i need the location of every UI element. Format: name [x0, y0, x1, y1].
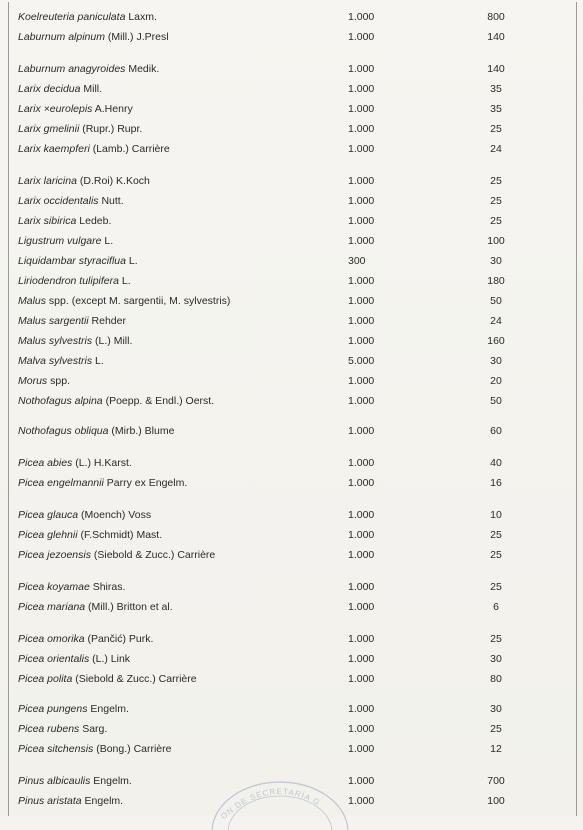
species-name: [18, 649, 130, 669]
species-name: [18, 719, 107, 739]
species-binomial: Liquidambar styraciflua: [18, 255, 126, 267]
value-cell: 50: [490, 395, 502, 407]
value-cell: 25: [490, 581, 502, 593]
table-row: [8, 59, 575, 79]
value-cell: 24: [490, 143, 502, 155]
table-row: [8, 371, 575, 391]
value-cell: 30: [490, 255, 502, 267]
table-row: [8, 291, 575, 311]
table-row: [8, 525, 575, 545]
species-name: [18, 79, 102, 99]
value-cell: 50: [490, 295, 502, 307]
value-cell: 35: [490, 83, 502, 95]
value-cell: 100: [487, 795, 505, 807]
value-cell: 20: [490, 375, 502, 387]
species-binomial: Picea rubens: [18, 723, 80, 735]
species-author: L.: [92, 355, 104, 367]
quantity-cell: 1.000: [348, 653, 375, 665]
species-name: [18, 59, 159, 79]
quantity-cell: 1.000: [348, 315, 375, 327]
species-name: [18, 331, 132, 351]
species-binomial: Malus: [18, 295, 47, 307]
species-binomial: Picea omorika: [18, 633, 85, 645]
species-author: Engelm.: [87, 703, 129, 715]
species-binomial: Larix gmelinii: [18, 123, 80, 135]
species-name: [18, 231, 113, 251]
quantity-cell: 1.000: [348, 375, 375, 387]
species-author: L.: [101, 235, 114, 247]
species-name: [18, 629, 153, 649]
species-author: Parry ex Engelm.: [103, 477, 188, 489]
species-name: [18, 291, 230, 311]
table-row: [8, 119, 575, 139]
quantity-cell: 1.000: [348, 601, 375, 613]
species-binomial: Picea sitchensis: [18, 743, 94, 755]
value-cell: 180: [487, 275, 505, 287]
species-binomial: Picea mariana: [18, 601, 86, 613]
quantity-cell: 1.000: [348, 723, 375, 735]
value-cell: 25: [490, 215, 502, 227]
table-row: [8, 139, 575, 159]
species-binomial: Picea jezoensis: [18, 549, 91, 561]
species-binomial: Picea abies: [18, 457, 73, 469]
species-name: [18, 311, 126, 331]
species-author: (L.) Mill.: [92, 335, 133, 347]
value-cell: 30: [490, 355, 502, 367]
species-name: [18, 7, 157, 27]
value-cell: 160: [487, 335, 505, 347]
species-name: [18, 371, 70, 391]
table-row: [8, 99, 575, 119]
value-cell: 25: [490, 549, 502, 561]
species-name: [18, 771, 132, 791]
quantity-cell: 1.000: [348, 175, 375, 187]
species-binomial: Picea koyamae: [18, 581, 90, 593]
quantity-cell: 1.000: [348, 743, 375, 755]
quantity-cell: 1.000: [348, 775, 375, 787]
table-row: [8, 79, 575, 99]
quantity-cell: 1.000: [348, 123, 375, 135]
table-row: [8, 251, 575, 271]
species-author: (L.) H.Karst.: [72, 457, 132, 469]
quantity-cell: 1.000: [348, 633, 375, 645]
species-author: (Lamb.) Carrière: [89, 143, 170, 155]
species-author: Nutt.: [98, 195, 124, 207]
species-binomial: Picea pungens: [18, 703, 88, 715]
species-author: Sarg.: [79, 723, 108, 735]
species-binomial: Picea glehnii: [18, 529, 78, 541]
species-author: spp.: [47, 375, 70, 387]
species-name: [18, 577, 125, 597]
value-cell: 30: [490, 703, 502, 715]
species-binomial: Larix decidua: [18, 83, 81, 95]
table-row: [8, 231, 575, 251]
species-author: Laxm.: [125, 11, 157, 23]
species-name: [18, 27, 169, 47]
species-name: [18, 271, 131, 291]
value-cell: 10: [490, 509, 502, 521]
value-cell: 12: [490, 743, 502, 755]
value-cell: 25: [490, 195, 502, 207]
species-name: [18, 391, 214, 411]
quantity-cell: 1.000: [348, 477, 375, 489]
table-row: [8, 191, 575, 211]
value-cell: 140: [487, 63, 505, 75]
quantity-cell: 1.000: [348, 103, 375, 115]
quantity-cell: 1.000: [348, 795, 375, 807]
species-author: L.: [118, 275, 131, 287]
species-binomial: Picea engelmannii: [18, 477, 104, 489]
species-author: (Mill.) Britton et al.: [85, 601, 173, 613]
species-binomial: Pinus albicaulis: [18, 775, 91, 787]
table-row: [8, 311, 575, 331]
species-binomial: Malus sargentii: [18, 315, 89, 327]
quantity-cell: 1.000: [348, 215, 375, 227]
species-author: (L.) Link: [89, 653, 131, 665]
quantity-cell: 1.000: [348, 295, 375, 307]
species-author: Ledeb.: [76, 215, 112, 227]
species-binomial: Laburnum alpinum: [18, 31, 105, 43]
quantity-cell: 1.000: [348, 63, 375, 75]
official-stamp: [205, 770, 355, 830]
species-name: [18, 119, 142, 139]
quantity-cell: 1.000: [348, 529, 375, 541]
quantity-cell: 300: [348, 255, 366, 267]
species-binomial: Malus sylvestris: [18, 335, 93, 347]
species-binomial: Laburnum anagyroides: [18, 63, 126, 75]
species-name: [18, 545, 215, 565]
value-cell: 800: [487, 11, 505, 23]
species-name: [18, 211, 111, 231]
quantity-cell: 1.000: [348, 31, 375, 43]
species-name: [18, 669, 197, 689]
quantity-cell: 1.000: [348, 549, 375, 561]
species-binomial: Ligustrum vulgare: [18, 235, 102, 247]
table-row: [8, 331, 575, 351]
species-author: L.: [125, 255, 138, 267]
value-cell: 25: [490, 723, 502, 735]
quantity-cell: 1.000: [348, 83, 375, 95]
species-binomial: Pinus aristata: [18, 795, 82, 807]
species-name: [18, 251, 138, 271]
table-row: [8, 669, 575, 689]
species-author: Mill.: [80, 83, 103, 95]
species-binomial: Picea glauca: [18, 509, 79, 521]
species-author: (F.Schmidt) Mast.: [77, 529, 163, 541]
quantity-cell: 1.000: [348, 235, 375, 247]
species-author: (Siebold & Zucc.) Carrière: [72, 673, 197, 685]
species-author: A.Henry: [92, 103, 133, 115]
species-author: (Siebold & Zucc.) Carrière: [90, 549, 216, 561]
species-name: [18, 505, 151, 525]
value-cell: 30: [490, 653, 502, 665]
value-cell: 25: [490, 633, 502, 645]
value-cell: 35: [490, 103, 502, 115]
value-cell: 40: [490, 457, 502, 469]
species-binomial: Picea orientalis: [18, 653, 90, 665]
species-binomial: Nothofagus alpina: [18, 395, 103, 407]
species-binomial: Nothofagus obliqua: [18, 425, 109, 437]
species-author: (Mirb.) Blume: [108, 425, 175, 437]
stamp-text: ON DE SECRETARÍA G: [219, 786, 323, 821]
species-author: (Rupr.) Rupr.: [79, 123, 143, 135]
table-row: [8, 271, 575, 291]
table-row: [8, 27, 575, 47]
value-cell: 80: [490, 673, 502, 685]
quantity-cell: 5.000: [348, 355, 375, 367]
species-name: [18, 791, 123, 811]
table-row: [8, 351, 575, 371]
quantity-cell: 1.000: [348, 425, 375, 437]
species-author: Medik.: [125, 63, 160, 75]
species-name: [18, 739, 172, 759]
species-name: [18, 171, 150, 191]
value-cell: 25: [490, 175, 502, 187]
species-author: Rehder: [88, 315, 126, 327]
quantity-cell: 1.000: [348, 581, 375, 593]
table-row: [8, 421, 575, 441]
quantity-cell: 1.000: [348, 143, 375, 155]
species-author: (Moench) Voss: [78, 509, 152, 521]
quantity-cell: 1.000: [348, 195, 375, 207]
species-name: [18, 191, 124, 211]
species-name: [18, 99, 133, 119]
quantity-cell: 1.000: [348, 335, 375, 347]
table-row: [8, 739, 575, 759]
quantity-cell: 1.000: [348, 275, 375, 287]
species-author: spp. (except M. sargentii, M. sylvestris): [46, 295, 231, 307]
species-name: [18, 351, 104, 371]
table-row: [8, 597, 575, 617]
value-cell: 700: [487, 775, 505, 787]
species-author: (Poepp. & Endl.) Oerst.: [102, 395, 215, 407]
quantity-cell: 1.000: [348, 457, 375, 469]
table-row: [8, 649, 575, 669]
table-row: [8, 545, 575, 565]
table-row: [8, 391, 575, 411]
species-binomial: Larix sibirica: [18, 215, 77, 227]
quantity-cell: 1.000: [348, 673, 375, 685]
quantity-cell: 1.000: [348, 509, 375, 521]
species-author: Shiras.: [89, 581, 126, 593]
value-cell: 25: [490, 123, 502, 135]
species-binomial: Picea polita: [18, 673, 73, 685]
species-name: [18, 525, 162, 545]
species-binomial: Malva sylvestris: [18, 355, 93, 367]
table-row: [8, 505, 575, 525]
value-cell: 60: [490, 425, 502, 437]
species-binomial: Liriodendron tulipifera: [18, 275, 119, 287]
table-row: [8, 473, 575, 493]
species-name: [18, 453, 132, 473]
value-cell: 6: [493, 601, 499, 613]
value-cell: 100: [487, 235, 505, 247]
quantity-cell: 1.000: [348, 11, 375, 23]
species-name: [18, 139, 170, 159]
species-author: (Pančić) Purk.: [84, 633, 154, 645]
species-name: [18, 421, 174, 441]
value-cell: 16: [490, 477, 502, 489]
table-row: [8, 577, 575, 597]
species-name: [18, 699, 129, 719]
species-author: (Bong.) Carrière: [93, 743, 172, 755]
value-cell: 25: [490, 529, 502, 541]
species-binomial: Larix occidentalis: [18, 195, 99, 207]
value-cell: 24: [490, 315, 502, 327]
species-binomial: Larix laricina: [18, 175, 77, 187]
species-name: [18, 597, 173, 617]
table-row: [8, 453, 575, 473]
species-author: (D.Roi) K.Koch: [76, 175, 150, 187]
value-cell: 140: [487, 31, 505, 43]
species-name: [18, 473, 187, 493]
table-row: [8, 699, 575, 719]
species-author: (Mill.) J.Presl: [104, 31, 169, 43]
species-binomial: Larix ×eurolepis: [18, 103, 93, 115]
species-author: Engelm.: [90, 775, 132, 787]
species-binomial: Morus: [18, 375, 48, 387]
species-author: Engelm.: [81, 795, 124, 807]
table-row: [8, 719, 575, 739]
quantity-cell: 1.000: [348, 703, 375, 715]
quantity-cell: 1.000: [348, 395, 375, 407]
table-row: [8, 171, 575, 191]
table-row: [8, 7, 575, 27]
species-binomial: Koelreuteria paniculata: [18, 11, 126, 23]
table-row: [8, 629, 575, 649]
table-row: [8, 211, 575, 231]
species-binomial: Larix kaempferi: [18, 143, 90, 155]
